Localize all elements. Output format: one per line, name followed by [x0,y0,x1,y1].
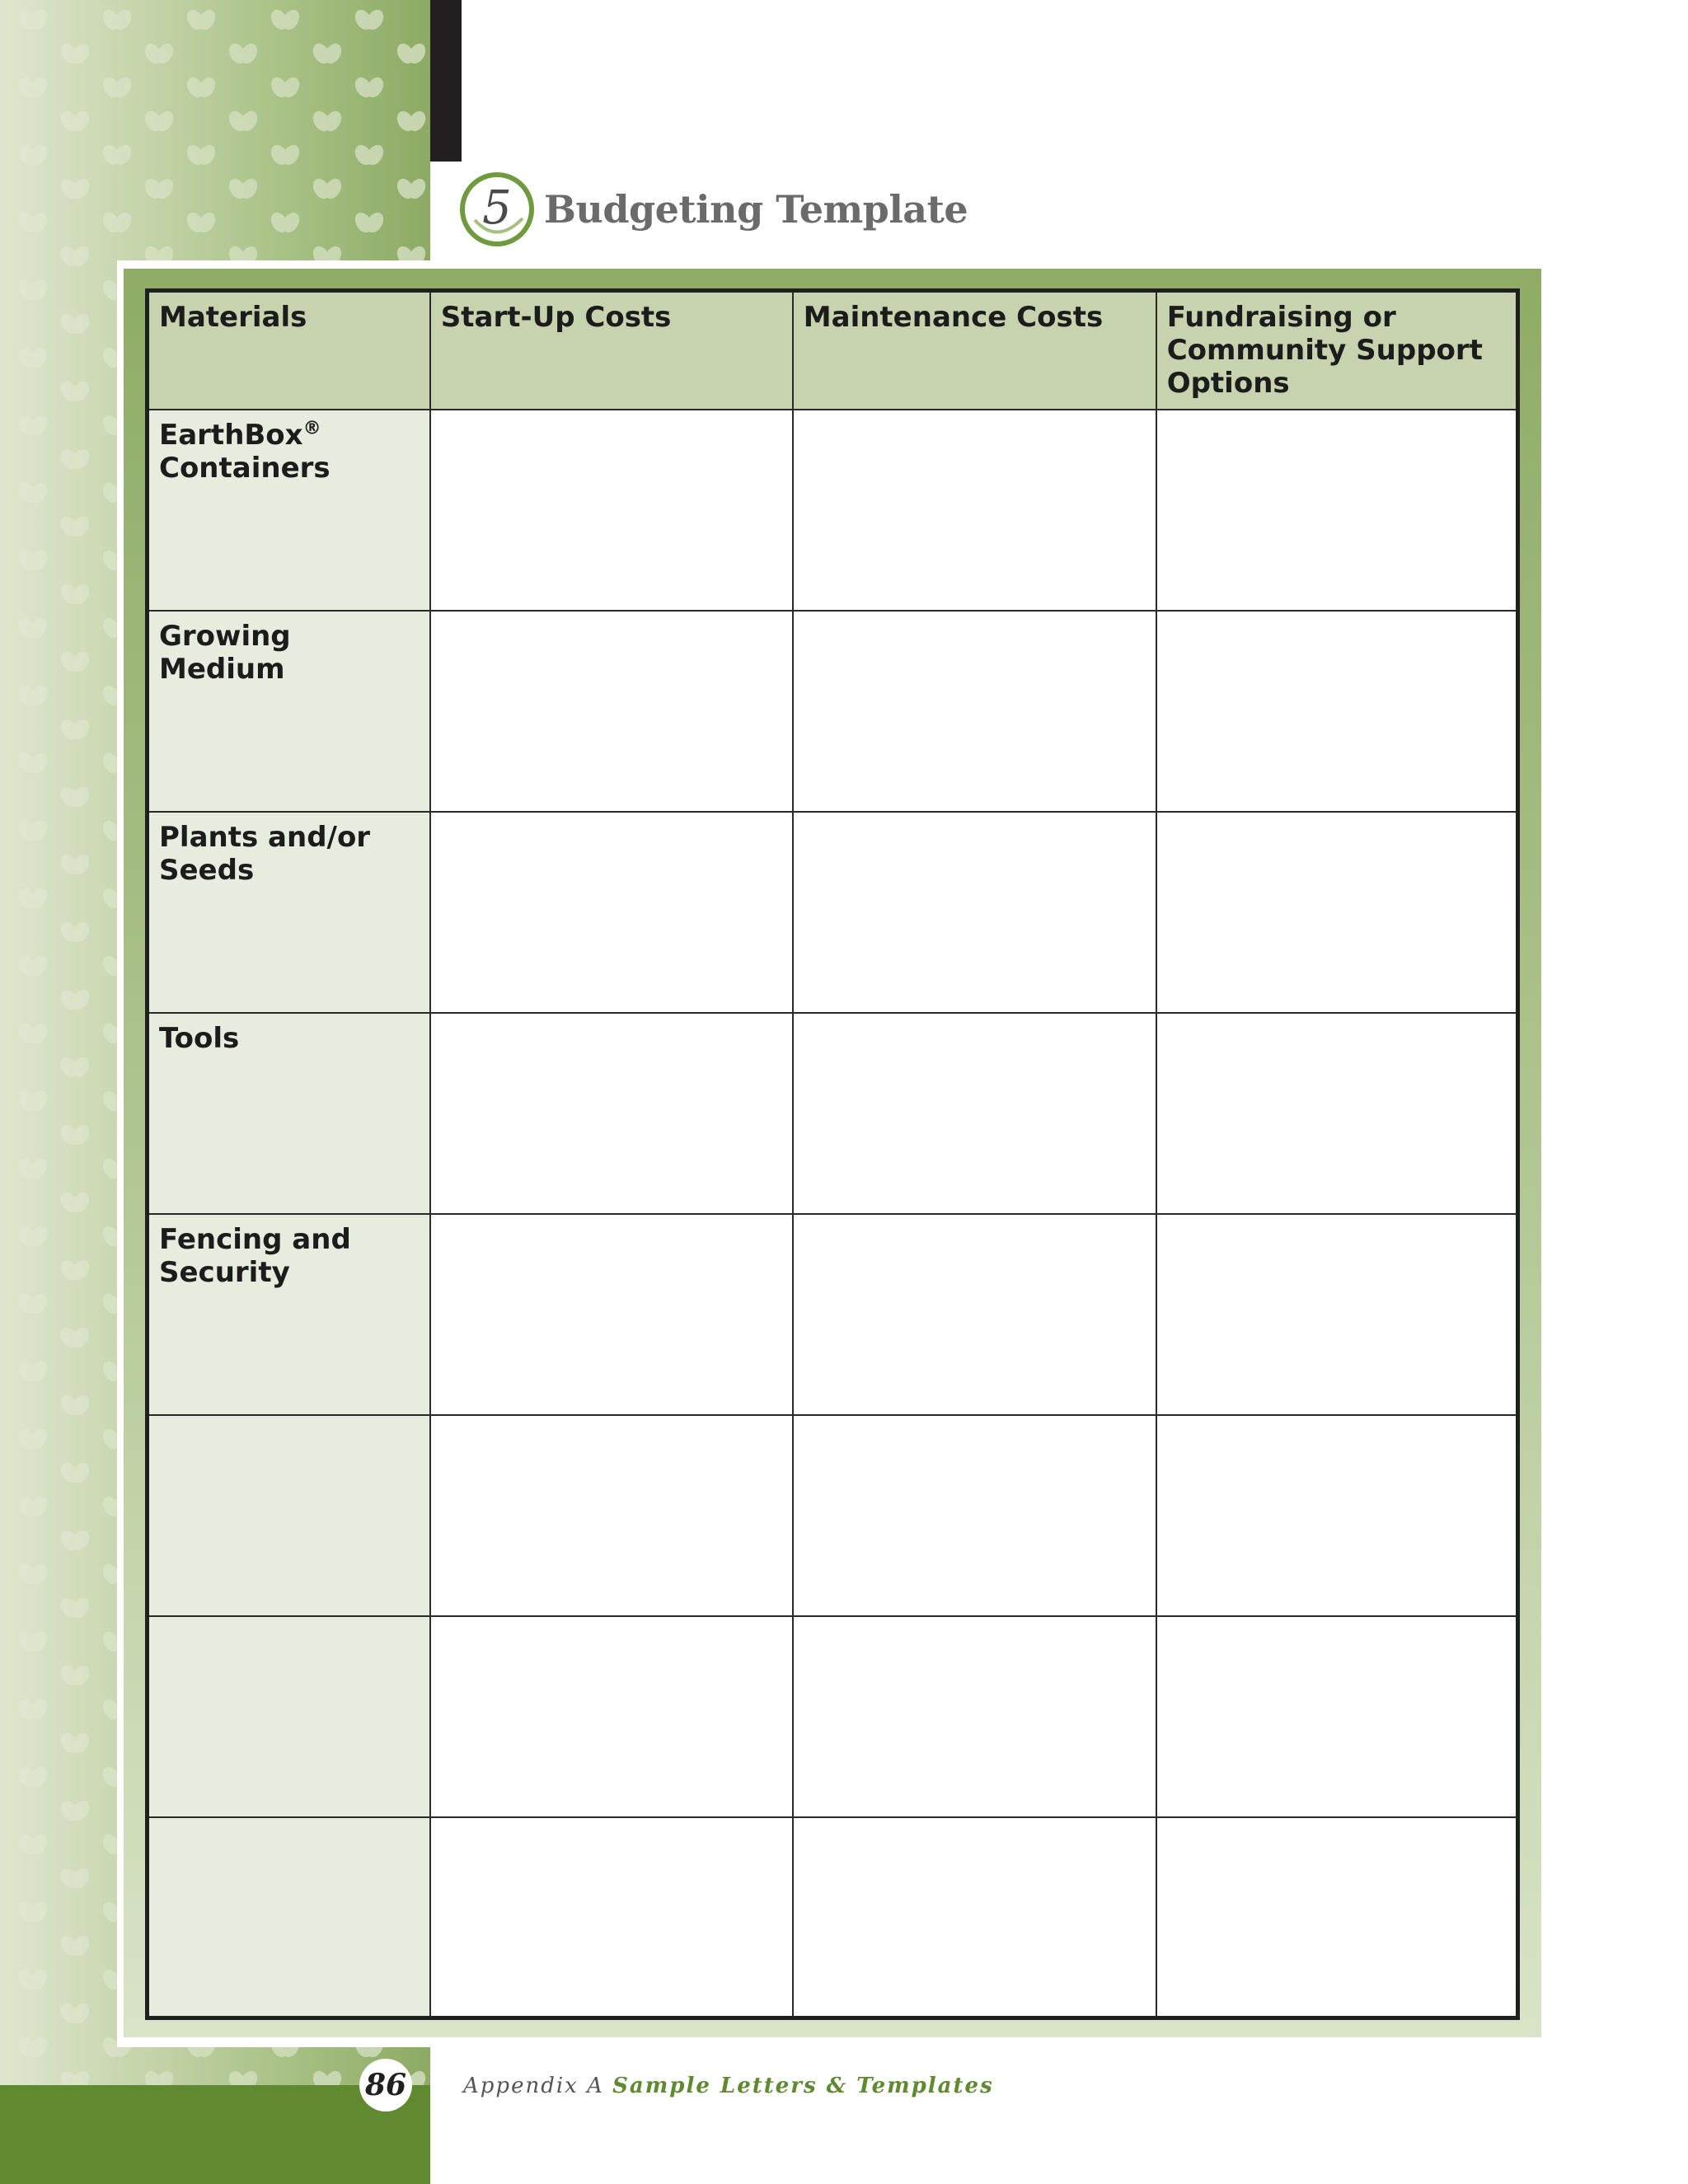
footer-appendix-title: Sample Letters & Templates [612,2074,994,2098]
leaf-pattern-mark [58,1189,93,1216]
leaf-pattern-mark [58,1257,93,1283]
table-row [148,1214,1518,1415]
row-label-plants-seeds: Plants and/or Seeds [148,812,430,1013]
leaf-pattern-mark [184,7,219,33]
leaf-pattern-mark [16,412,51,438]
table-cell[interactable] [430,1817,793,2018]
leaf-pattern-mark [268,7,303,33]
leaf-pattern-mark [16,750,51,776]
leaf-pattern-mark [16,209,51,236]
table-cell[interactable] [1156,410,1518,611]
leaf-pattern-mark [16,142,51,168]
table-cell[interactable] [793,812,1156,1013]
leaf-pattern-mark [58,1054,93,1080]
leaf-pattern-mark [352,7,387,33]
leaf-pattern-mark [100,74,135,101]
column-header-start-up-costs: Start-Up Costs [430,291,793,410]
leaf-pattern-mark [58,40,93,67]
table-row [148,1817,1518,2018]
leaf-pattern-mark [16,1899,51,1925]
table-cell[interactable] [430,410,793,611]
table-cell[interactable] [1156,611,1518,812]
row-label-blank[interactable] [148,1817,430,2018]
leaf-pattern-mark [58,987,93,1013]
leaf-pattern-mark [58,649,93,675]
page-header [458,168,968,251]
table-row [148,1013,1518,1214]
table-cell[interactable] [793,1214,1156,1415]
leaf-pattern-mark [16,1088,51,1114]
leaf-pattern-mark [100,7,135,33]
leaf-pattern-mark [100,142,135,168]
table-cell[interactable] [430,611,793,812]
leaf-pattern-mark [58,1933,93,1959]
leaf-pattern-mark [226,40,261,67]
leaf-pattern-mark [352,209,387,236]
leaf-pattern-mark [16,277,51,303]
column-header-materials: Materials [148,291,430,410]
leaf-pattern-mark [184,74,219,101]
table-cell[interactable] [430,812,793,1013]
leaf-pattern-mark [226,176,261,202]
leaf-pattern-mark [58,1460,93,1486]
leaf-pattern-mark [310,176,345,202]
leaf-pattern-mark [58,378,93,405]
leaf-pattern-mark [16,1155,51,1182]
page-number: 86 [359,2059,412,2111]
table-cell[interactable] [793,611,1156,812]
leaf-pattern-mark [58,176,93,202]
leaf-pattern-mark [58,1797,93,1824]
leaf-pattern-mark [16,2034,51,2060]
leaf-pattern-mark [142,176,177,202]
leaf-pattern-mark [226,108,261,134]
leaf-pattern-mark [16,682,51,709]
table-cell[interactable] [793,1415,1156,1616]
leaf-pattern-mark [352,74,387,101]
table-cell[interactable] [430,1214,793,1415]
leaf-pattern-mark [16,1629,51,1655]
leaf-pattern-mark [58,581,93,607]
leaf-pattern-mark [58,716,93,743]
leaf-pattern-mark [16,953,51,979]
column-header-maintenance-costs: Maintenance Costs [793,291,1156,410]
column-header-fundraising: Fundraising or Community Support Options [1156,291,1518,410]
table-cell[interactable] [430,1013,793,1214]
leaf-pattern-mark [16,480,51,506]
table-cell[interactable] [793,410,1156,611]
registered-mark: ® [302,418,321,439]
leaf-pattern-mark [58,1730,93,1756]
leaf-pattern-mark [16,74,51,101]
table-cell[interactable] [1156,1013,1518,1214]
table-cell[interactable] [1156,1415,1518,1616]
row-label-earthbox [148,410,430,611]
leaf-pattern-mark [268,74,303,101]
leaf-pattern-mark [58,1662,93,1689]
table-cell[interactable] [430,1415,793,1616]
leaf-pattern-mark [58,919,93,945]
leaf-pattern-mark [310,40,345,67]
leaf-pattern-mark [58,784,93,810]
leaf-pattern-mark [58,108,93,134]
leaf-pattern-mark [58,1122,93,1148]
leaf-pattern-mark [184,142,219,168]
leaf-pattern-mark [16,1358,51,1385]
leaf-pattern-mark [16,1291,51,1317]
leaf-pattern-mark [16,1223,51,1249]
leaf-pattern-mark [58,1527,93,1554]
leaf-pattern-mark [352,142,387,168]
leaf-pattern-mark [16,1966,51,1993]
leaf-pattern-mark [394,176,429,202]
table-row [148,1616,1518,1817]
leaf-pattern-mark [16,1764,51,1790]
leaf-pattern-mark [16,615,51,641]
table-cell[interactable] [1156,1817,1518,2018]
table-row [148,611,1518,812]
leaf-pattern-mark [100,209,135,236]
leaf-pattern-mark [16,1561,51,1587]
leaf-pattern-mark [268,209,303,236]
leaf-pattern-mark [58,1324,93,1351]
leaf-pattern-mark [16,344,51,371]
leaf-pattern-mark [142,108,177,134]
table-cell[interactable] [793,1616,1156,1817]
row-label-blank[interactable] [148,1415,430,1616]
row-label-growing-medium: Growing Medium [148,611,430,812]
leaf-pattern-mark [58,851,93,878]
circled-number-icon [458,171,536,248]
leaf-pattern-mark [142,2068,177,2085]
row-label-text: EarthBox [159,418,303,452]
leaf-pattern-mark [16,818,51,844]
leaf-pattern-mark [16,1426,51,1452]
row-label-fencing-security: Fencing and Security [148,1214,430,1415]
table-header-row [148,291,1518,410]
table-cell[interactable] [1156,1214,1518,1415]
table-cell[interactable] [793,1013,1156,1214]
leaf-pattern-mark [16,547,51,574]
table-cell[interactable] [1156,812,1518,1013]
leaf-pattern-mark [16,7,51,33]
budget-table [145,288,1520,2020]
leaf-pattern-mark [394,108,429,134]
leaf-pattern-mark [16,885,51,912]
leaf-pattern-mark [58,2000,93,2027]
leaf-pattern-mark [310,2068,345,2085]
leaf-pattern-mark [16,1696,51,1722]
row-label-blank[interactable] [148,1616,430,1817]
decorative-black-bar [430,0,462,162]
leaf-pattern-mark [310,108,345,134]
leaf-pattern-mark [58,2068,93,2085]
section-number: 5 [482,181,512,235]
leaf-pattern-mark [394,40,429,67]
row-label-tools: Tools [148,1013,430,1214]
footer-appendix-prefix: Appendix A [463,2074,604,2098]
table-row [148,812,1518,1013]
footer-caption [463,2074,994,2098]
leaf-pattern-mark [142,40,177,67]
leaf-pattern-mark [268,142,303,168]
leaf-pattern-mark [58,243,93,269]
leaf-pattern-mark [184,209,219,236]
leaf-pattern-mark [58,1865,93,1891]
leaf-pattern-mark [58,1392,93,1418]
table-row [148,410,1518,611]
page-title: Budgeting Template [544,187,968,232]
table-cell[interactable] [430,1616,793,1817]
leaf-pattern-mark [58,446,93,472]
leaf-pattern-mark [58,311,93,337]
table-cell[interactable] [793,1817,1156,2018]
table-row [148,1415,1518,1616]
leaf-pattern-mark [16,1831,51,1858]
leaf-pattern-mark [58,1595,93,1621]
leaf-pattern-mark [226,2068,261,2085]
leaf-pattern-mark [16,1493,51,1520]
row-label-text-suffix: Containers [159,451,331,485]
table-cell[interactable] [1156,1616,1518,1817]
leaf-pattern-mark [58,513,93,540]
leaf-pattern-mark [16,1020,51,1047]
